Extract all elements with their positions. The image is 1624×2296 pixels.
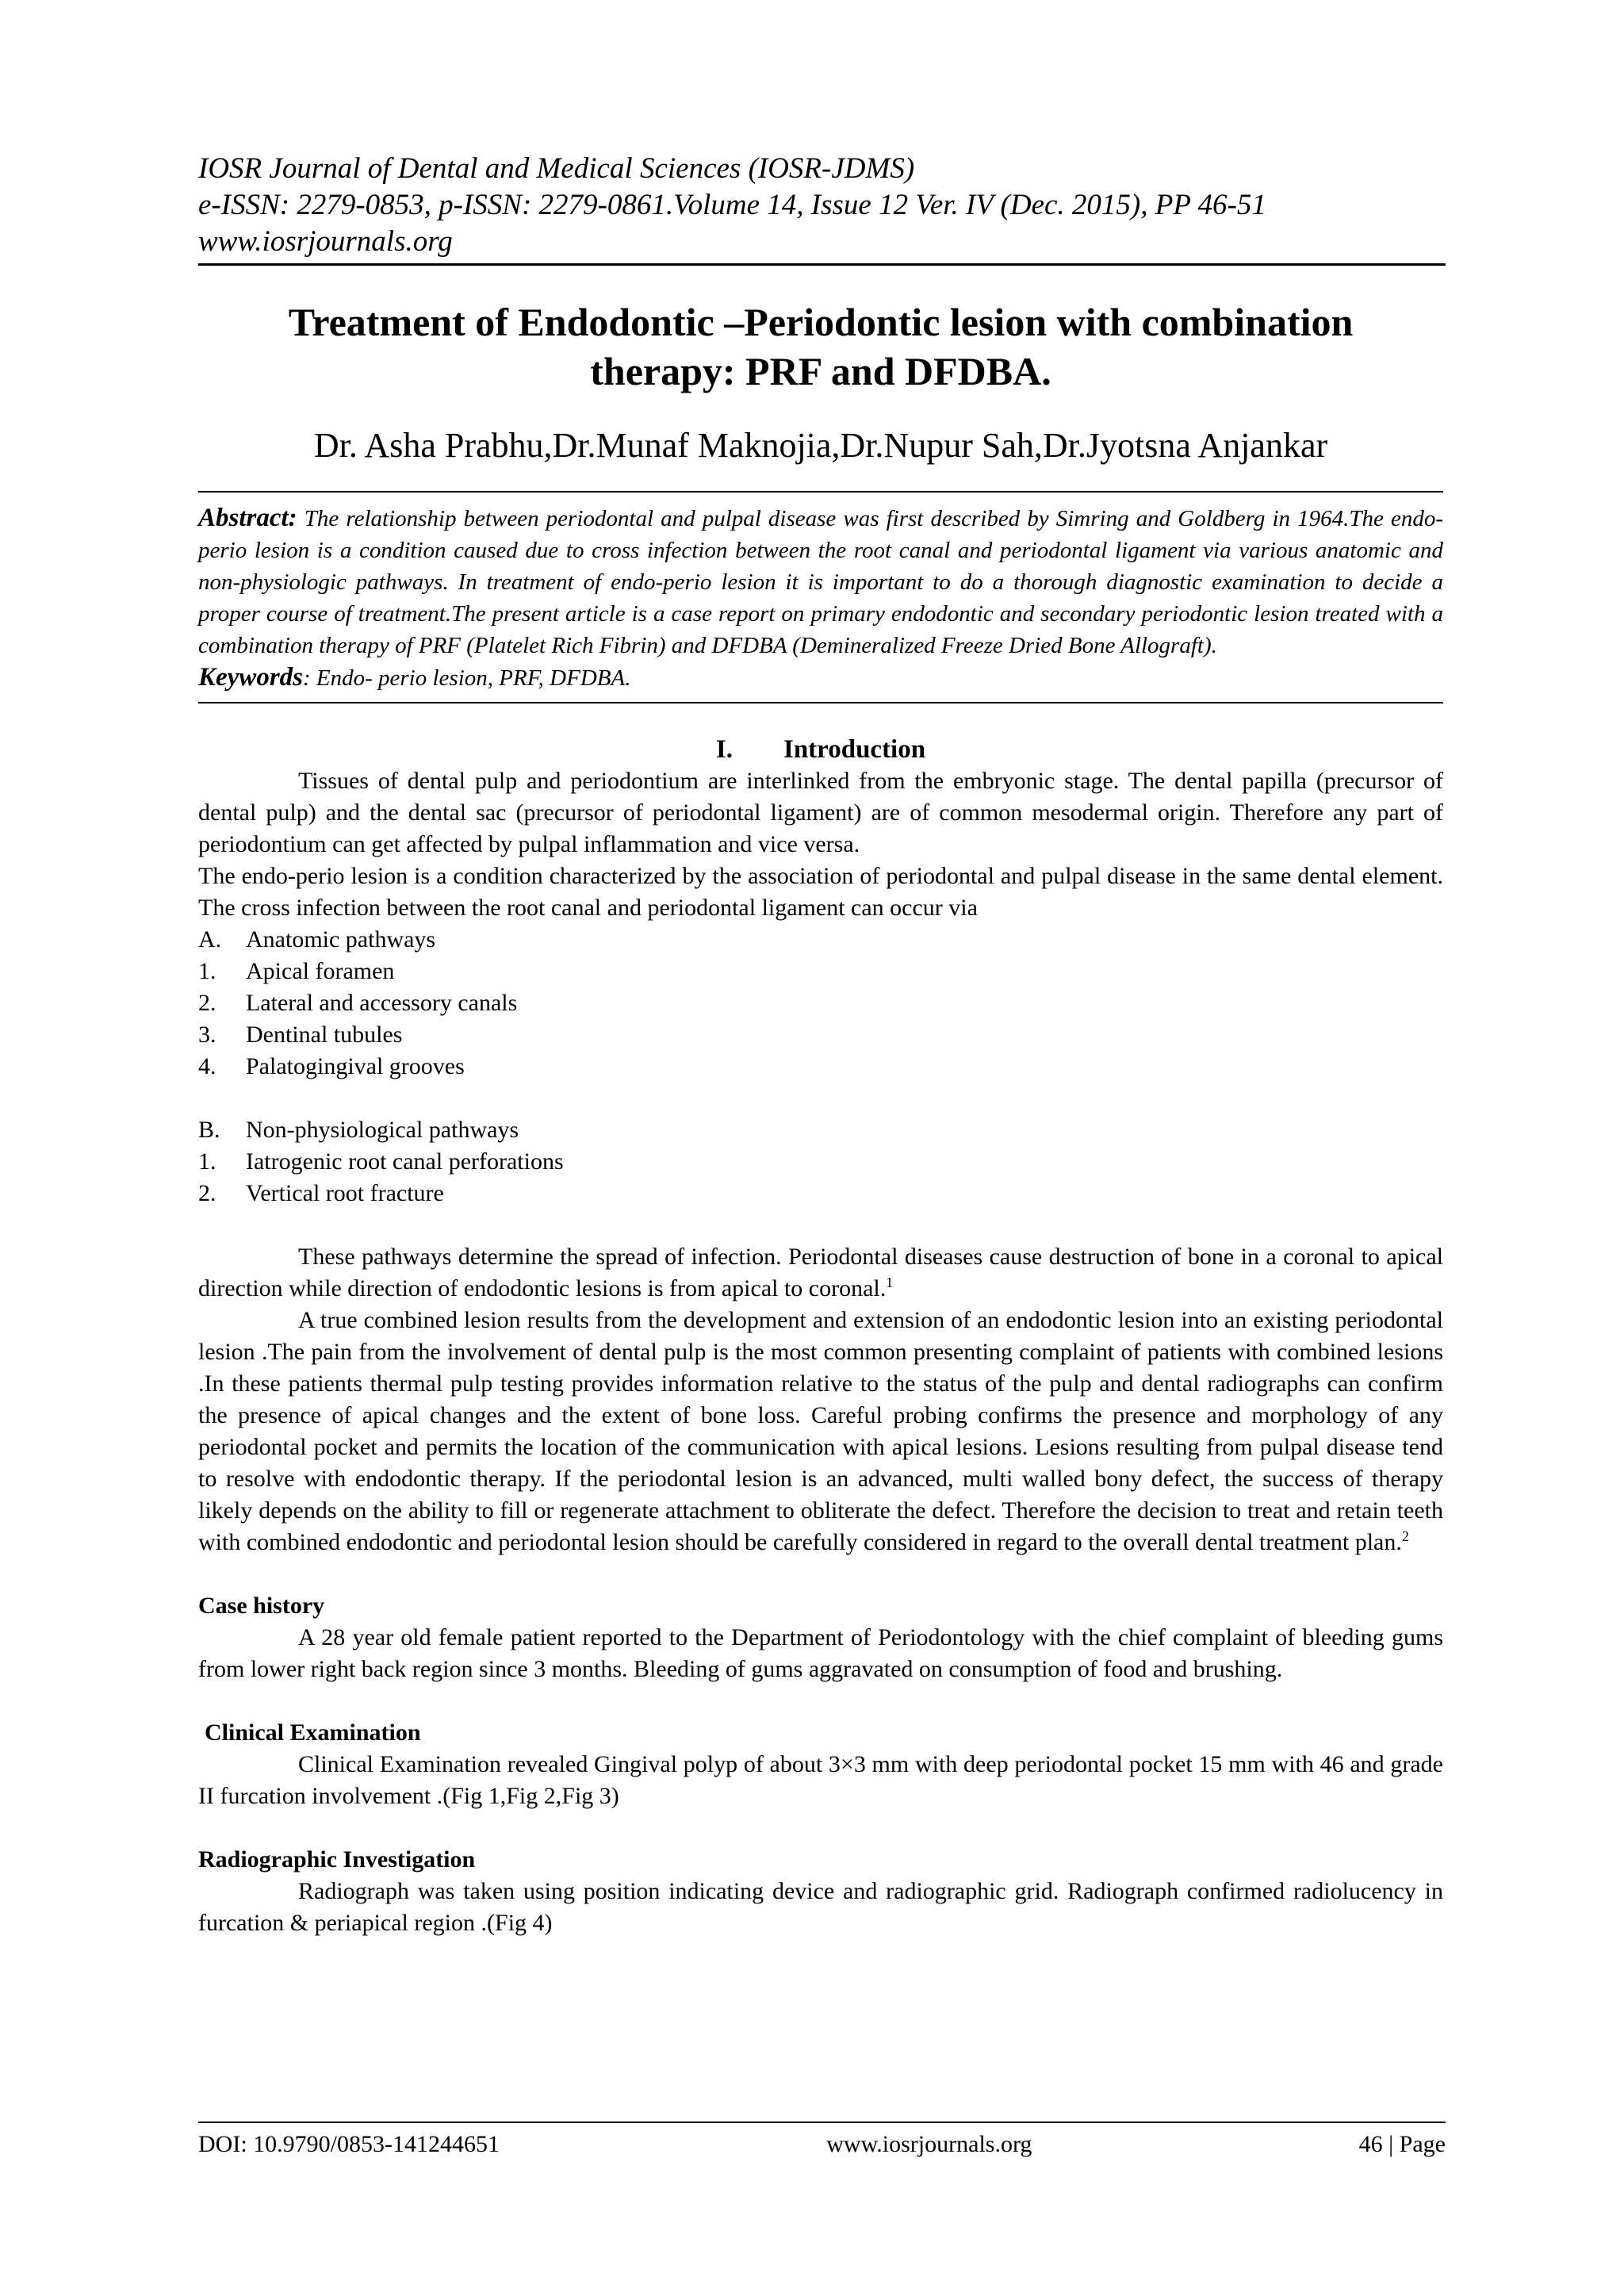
keywords-line (198, 661, 1443, 694)
section-number: I. (715, 735, 733, 764)
section-heading-introduction (198, 734, 1443, 765)
article-title: Treatment of Endodontic –Periodontic lesion with combination therapy: PRF and DFDBA. (288, 300, 1354, 393)
list-item: B. Non-physiological pathways (198, 1117, 519, 1143)
intro-paragraph-2: The endo-perio lesion is a condition characterized by the association of periodontal and pulpal disease in the same dental element. The cross infection between the root canal and periodontal ligament can occur via (198, 863, 1443, 921)
clinical-examination-heading: Clinical Examination (205, 1719, 421, 1746)
list-item: 1. Iatrogenic root canal perforations (198, 1148, 564, 1175)
reference-marker: 1 (886, 1274, 894, 1290)
list-item: 2. Vertical root fracture (198, 1180, 444, 1206)
footer-website: www.iosrjournals.org (826, 2131, 1032, 2157)
journal-issn-volume: e-ISSN: 2279-0853, p-ISSN: 2279-0861.Volume 14, Issue 12 Ver. IV (Dec. 2015), PP 46-51 (198, 189, 1266, 221)
journal-name: IOSR Journal of Dental and Medical Sciences (IOSR-JDMS) (198, 152, 915, 185)
journal-website: www.iosrjournals.org (198, 225, 453, 258)
anatomic-pathways-list (198, 924, 1443, 1083)
radiographic-investigation-text: Radiograph was taken using position indicating device and radiographic grid. Radiograph confirmed radiolucency in furcation & periapical region .(Fig 4) (198, 1878, 1443, 1936)
article-authors: Dr. Asha Prabhu,Dr.Munaf Maknojia,Dr.Nupur Sah,Dr.Jyotsna Anjankar (313, 426, 1328, 465)
list-item: A. Anatomic pathways (198, 926, 436, 953)
list-item: 2. Lateral and accessory canals (198, 990, 518, 1016)
abstract-paragraph (198, 502, 1443, 661)
footer-page-number: 46 | Page (1358, 2131, 1446, 2157)
abstract-label: Abstract: (198, 504, 297, 532)
intro-paragraph-1: Tissues of dental pulp and periodontium are interlinked from the embryonic stage. The dental papilla (precursor of dental pulp) and the dental sac (precursor of periodontal ligament) are of common mesodermal origin. Therefore any part of periodontium can get affected by pulpal inflammation and vice versa. (198, 768, 1443, 857)
abstract-text: The relationship between periodontal and pulpal disease was first described by Simring and Goldberg in 1964.The endo- perio lesion is a condition caused due to cross infection between the root canal and periodontal ligament via various anatomic and non-physiologic pathways. In treatment of endo-perio lesion it is important to do a thorough diagnostic examination to decide a proper course of treatment.The present article is a case report on primary endodontic and secondary periodontic lesion treated with a combination therapy of PRF (Platelet Rich Fibrin) and DFDBA (Demineralized Freeze Dried Bone Allograft). (198, 506, 1443, 658)
list-item: 4. Palatogingival grooves (198, 1053, 465, 1079)
journal-header (198, 151, 1443, 260)
case-history-text: A 28 year old female patient reported to the Department of Periodontology with the chief complaint of bleeding gums from lower right back region since 3 months. Bleeding of gums aggravated on consumption of food and brushing. (198, 1624, 1443, 1682)
clinical-examination-text: Clinical Examination revealed Gingival polyp of about 3×3 mm with deep periodontal pocket 15 mm with 46 and grade II furcation involvement .(Fig 1,Fig 2,Fig 3) (198, 1751, 1443, 1809)
intro-paragraph-3: These pathways determine the spread of infection. Periodontal diseases cause destruction of bone in a coronal to apical direction while direction of endodontic lesions is from apical to coronal.$^1$ (198, 1244, 1443, 1301)
intro-paragraph-4: A true combined lesion results from the development and extension of an endodontic lesion into an existing periodontal lesion .The pain from the involvement of dental pulp is the most common presenting complaint of patients with combined lesions .In these patients thermal pulp testing provides information relative to the status of the pulp and dental radiographs can confirm the presence of apical changes and the extent of bone loss. Careful probing confirms the presence and morphology of any periodontal pocket and permits the location of the communication with apical lesions. Lesions resulting from pulpal disease tend to resolve with endodontic therapy. If the periodontal lesion is an advanced, multi walled bony defect, the success of therapy likely depends on the ability to fill or regenerate attachment to obliterate the defect. Therefore the decision to treat and retain teeth with combined endodontic and periodontal lesion should be carefully considered in regard to the overall dental treatment plan.$^2$ (198, 1307, 1443, 1555)
keywords-label: Keywords (198, 663, 303, 692)
reference-marker: 2 (1401, 1528, 1409, 1544)
page-footer (198, 2122, 1446, 2160)
page-content (198, 151, 1443, 1939)
list-item: 1. Apical foramen (198, 958, 395, 984)
abstract-block (198, 491, 1443, 703)
non-physiological-pathways-list (198, 1114, 1443, 1209)
keywords-text: : Endo- perio lesion, PRF, DFDBA. (303, 665, 631, 691)
list-item: 3. Dentinal tubules (198, 1022, 403, 1048)
header-divider (198, 263, 1446, 266)
case-history-heading: Case history (198, 1593, 325, 1619)
radiographic-investigation-heading: Radiographic Investigation (198, 1846, 476, 1872)
footer-doi: DOI: 10.9790/0853-141244651 (198, 2131, 500, 2157)
section-title: Introduction (783, 735, 926, 764)
